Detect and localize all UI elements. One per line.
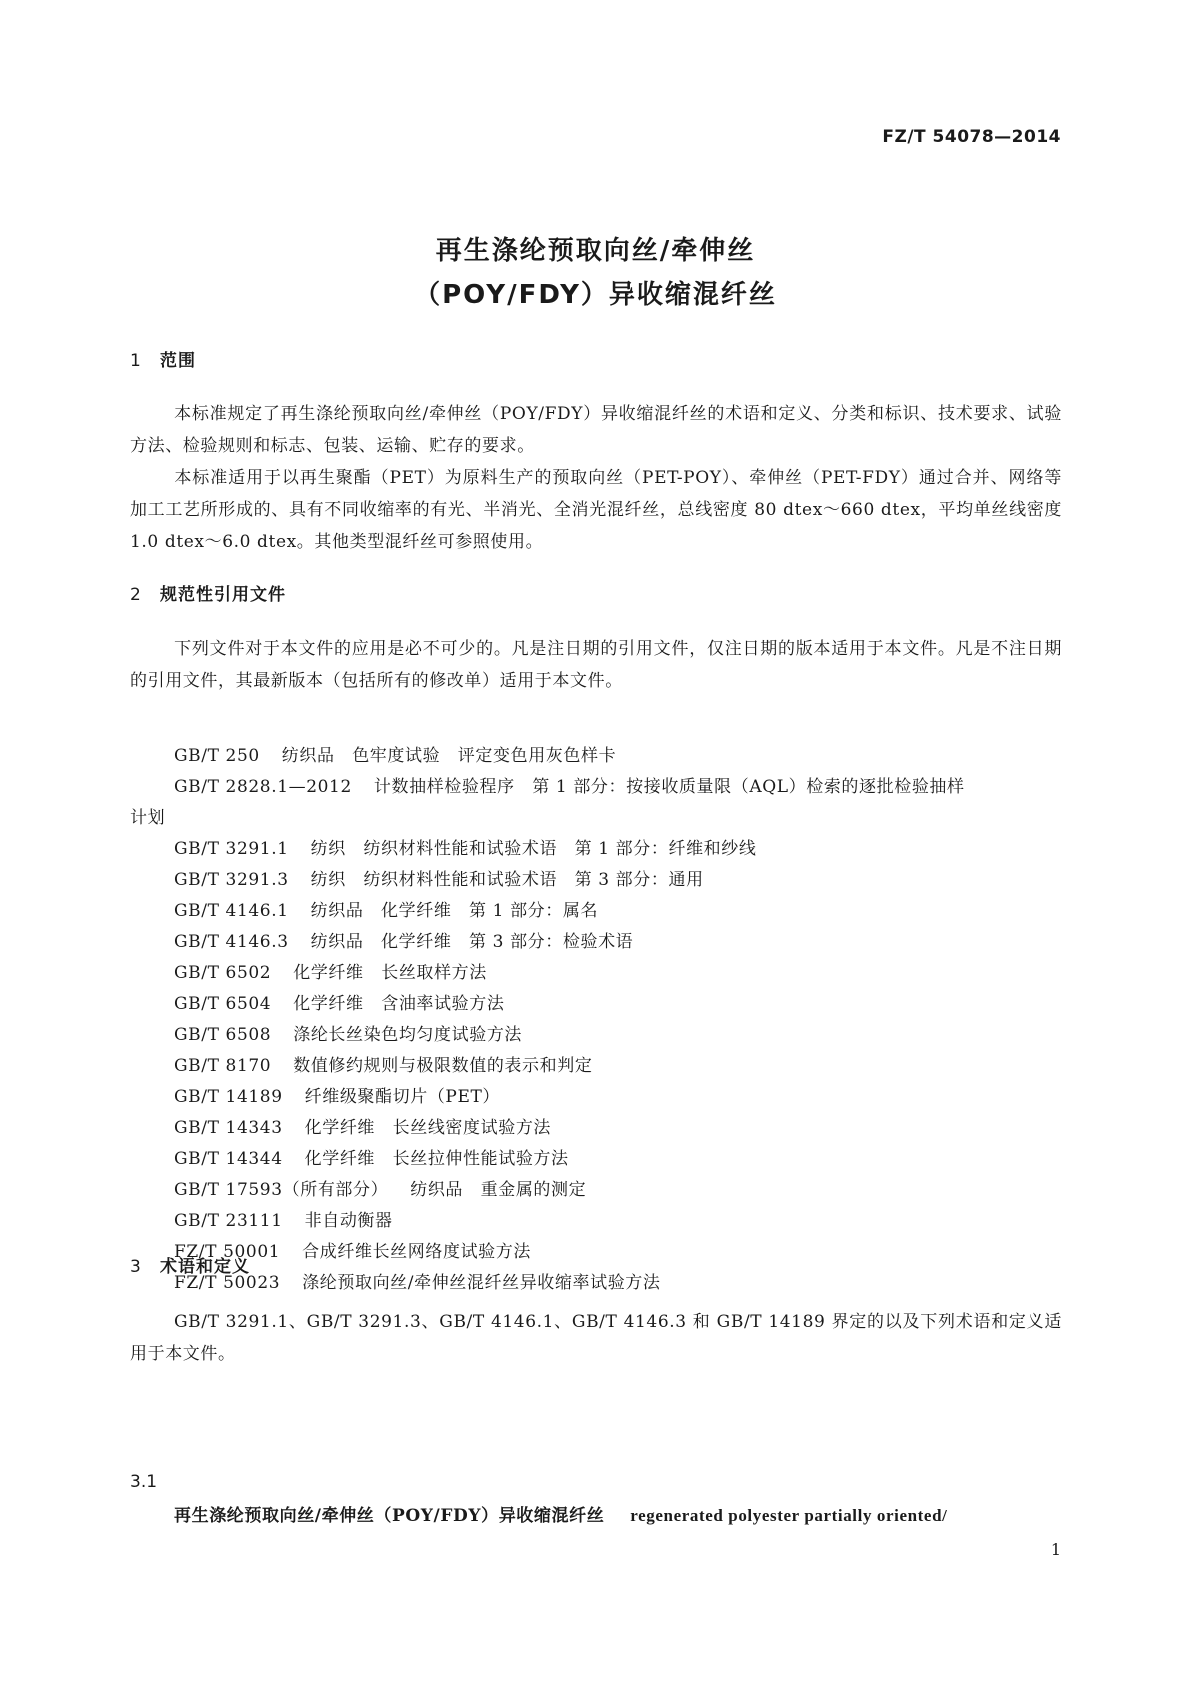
- reference-item: [130, 1051, 1062, 1082]
- reference-code: GB/T 3291.1: [174, 839, 289, 859]
- reference-item: [130, 865, 1062, 896]
- document-title-line2: （POY/FDY）异收缩混纤丝: [414, 280, 777, 310]
- reference-title: 化学纤维 长丝拉伸性能试验方法: [304, 1149, 569, 1169]
- reference-code: GB/T 2828.1—2012: [174, 777, 352, 797]
- reference-item: [130, 958, 1062, 989]
- reference-title: 合成纤维长丝网络度试验方法: [302, 1242, 531, 1262]
- reference-code: GB/T 6502: [174, 963, 272, 983]
- reference-code: GB/T 17593（所有部分）: [174, 1180, 389, 1200]
- reference-title: 涤纶预取向丝/牵伸丝混纤丝异收缩率试验方法: [302, 1273, 661, 1293]
- reference-item: [130, 834, 1062, 865]
- term-chinese: 再生涤纶预取向丝/牵伸丝（POY/FDY）异收缩混纤丝: [174, 1506, 605, 1526]
- reference-code: GB/T 4146.3: [174, 932, 289, 952]
- reference-title: 纺织 纺织材料性能和试验术语 第 1 部分：纤维和纱线: [310, 839, 757, 859]
- reference-title: 计数抽样检验程序 第 1 部分：按接收质量限（AQL）检索的逐批检验抽样: [373, 777, 965, 797]
- scope-paragraph-1: 本标准规定了再生涤纶预取向丝/牵伸丝（POY/FDY）异收缩混纤丝的术语和定义、分类和标识、技术要求、试验方法、检验规则和标志、包装、运输、贮存的要求。: [130, 404, 1062, 456]
- reference-title: 数值修约规则与极限数值的表示和判定: [293, 1056, 593, 1076]
- reference-title: 纺织品 化学纤维 第 1 部分：属名: [310, 901, 599, 921]
- reference-item: [130, 1268, 1062, 1299]
- reference-title: 非自动衡器: [304, 1211, 393, 1231]
- references-intro-paragraph: 下列文件对于本文件的应用是必不可少的。凡是注日期的引用文件，仅注日期的版本适用于本文件。凡是不注日期的引用文件，其最新版本（包括所有的修改单）适用于本文件。: [130, 639, 1062, 691]
- reference-item: [130, 896, 1062, 927]
- term-english: regenerated polyester partially oriented/: [630, 1506, 948, 1525]
- section-title: 术语和定义: [160, 1257, 250, 1277]
- reference-code: FZ/T 50001: [174, 1242, 281, 1262]
- section-title: 规范性引用文件: [160, 585, 286, 605]
- reference-code: GB/T 14343: [174, 1118, 283, 1138]
- reference-item: [130, 741, 1062, 772]
- page-number: 1: [1050, 1540, 1061, 1559]
- reference-item: [130, 772, 1062, 834]
- reference-item: [130, 1113, 1062, 1144]
- reference-title: 涤纶长丝染色均匀度试验方法: [293, 1025, 523, 1045]
- reference-code: GB/T 14189: [174, 1087, 283, 1107]
- reference-code: GB/T 4146.1: [174, 901, 289, 921]
- document-title-line1: 再生涤纶预取向丝/牵伸丝: [435, 236, 756, 266]
- section-heading-normative-references: [130, 580, 286, 605]
- reference-title: 纺织 纺织材料性能和试验术语 第 3 部分：通用: [310, 870, 704, 890]
- reference-code: GB/T 8170: [174, 1056, 272, 1076]
- reference-title: 化学纤维 长丝线密度试验方法: [304, 1118, 552, 1138]
- terms-intro-paragraph: GB/T 3291.1、GB/T 3291.3、GB/T 4146.1、GB/T 4146.3 和 GB/T 14189 界定的以及下列术语和定义适用于本文件。: [130, 1312, 1062, 1364]
- standard-code: FZ/T 54078—2014: [882, 127, 1061, 147]
- reference-code: GB/T 23111: [174, 1211, 283, 1231]
- reference-code: FZ/T 50023: [174, 1273, 281, 1293]
- reference-title: 纤维级聚酯切片（PET）: [304, 1087, 501, 1107]
- reference-code: GB/T 250: [174, 746, 260, 766]
- reference-title-continuation: 计划: [130, 808, 166, 828]
- reference-item: [130, 1175, 1062, 1206]
- section-number: 1: [130, 351, 142, 371]
- section-title: 范围: [160, 351, 196, 371]
- reference-item: [130, 1206, 1062, 1237]
- reference-title: 化学纤维 长丝取样方法: [293, 963, 487, 983]
- reference-code: GB/T 14344: [174, 1149, 283, 1169]
- term-entry: [174, 1501, 947, 1526]
- reference-item: [130, 989, 1062, 1020]
- reference-item: [130, 1144, 1062, 1175]
- reference-title: 化学纤维 含油率试验方法: [293, 994, 505, 1014]
- scope-paragraph-2: 本标准适用于以再生聚酯（PET）为原料生产的预取向丝（PET-POY）、牵伸丝（PET-FDY）通过合并、网络等加工工艺所形成的、具有不同收缩率的有光、半消光、全消光混纤丝，总线密度 80 dtex～660 dtex，平均单丝线密度 1.0 dtex～6.0 dtex。其他类型混纤丝可参照使用。: [130, 468, 1062, 552]
- reference-item: [130, 927, 1062, 958]
- reference-item: [130, 1082, 1062, 1113]
- reference-title: 纺织品 化学纤维 第 3 部分：检验术语: [310, 932, 634, 952]
- reference-code: GB/T 6504: [174, 994, 272, 1014]
- reference-title: 纺织品 色牢度试验 评定变色用灰色样卡: [281, 746, 617, 766]
- reference-title: 纺织品 重金属的测定: [410, 1180, 587, 1200]
- section-number: 3: [130, 1257, 142, 1277]
- reference-list: [130, 741, 1062, 1299]
- section-number: 2: [130, 585, 142, 605]
- reference-item: [130, 1020, 1062, 1051]
- clause-number: 3.1: [130, 1472, 158, 1492]
- section-heading-scope: [130, 346, 196, 371]
- section-heading-terms-definitions: [130, 1252, 250, 1277]
- reference-code: GB/T 3291.3: [174, 870, 289, 890]
- reference-code: GB/T 6508: [174, 1025, 272, 1045]
- reference-item: [130, 1237, 1062, 1268]
